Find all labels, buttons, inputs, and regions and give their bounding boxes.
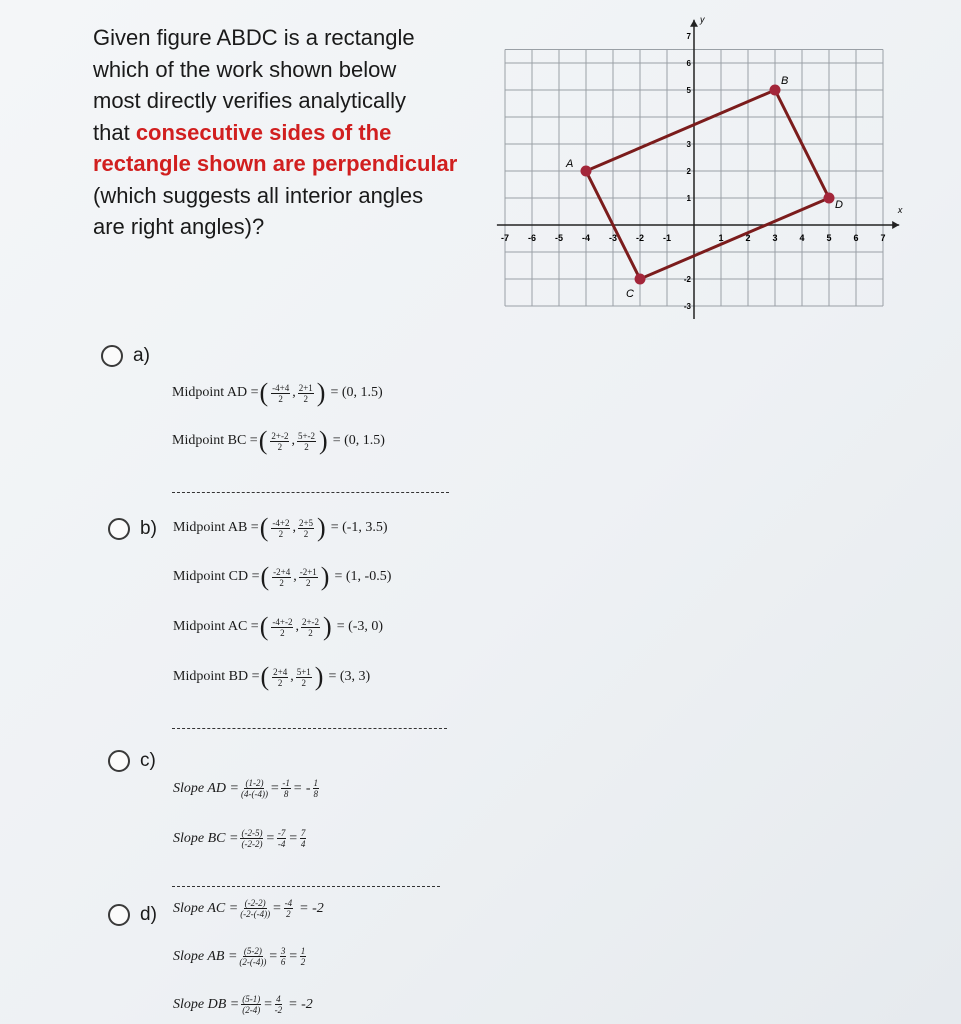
x-tick-label: -3	[608, 233, 618, 243]
work-line: Slope AB = $\frac{(5-2)}{(2-(-4))}$ = $\frac{3}{6}$ = $\frac{1}{2}$	[173, 946, 306, 967]
question-line-2: which of the work shown below	[93, 56, 397, 82]
x-tick-label: 5	[826, 233, 832, 243]
choice-c-letter: c)	[140, 750, 156, 771]
y-axis-label: y	[700, 14, 705, 25]
y-tick-label: 2	[686, 167, 691, 176]
vertex-label-d: D	[835, 199, 843, 211]
choice-b-letter: b)	[140, 518, 157, 539]
work-line: Midpoint AD = ( $\frac{-4+4}{2}$ , $\frac{2+1}{2}$ ) = (0, 1.5)	[172, 378, 383, 407]
separator	[172, 886, 440, 887]
x-axis-label: x	[897, 205, 903, 215]
x-axis-arrow	[892, 221, 899, 229]
choice-a-letter: a)	[133, 345, 150, 366]
question-line-3: most directly verifies analytically	[93, 88, 406, 113]
x-tick-label: -2	[635, 233, 645, 243]
work-line: Midpoint AC = ( $\frac{-4+-2}{2}$ , $\frac{2+-2}{2}$ ) = (-3, 0)	[173, 612, 384, 641]
separator	[172, 492, 449, 493]
radio-a[interactable]	[101, 345, 123, 367]
x-tick-label: -7	[500, 233, 510, 243]
radio-c[interactable]	[108, 750, 130, 772]
x-tick-label: 7	[880, 233, 886, 243]
vertex-label-c: C	[626, 288, 634, 300]
y-tick-label: 5	[686, 86, 691, 95]
question-line-4: that consecutive sides of the	[93, 119, 392, 145]
x-tick-label: 3	[772, 233, 778, 243]
work-line: Slope BC = $\frac{(-2-5)}{(-2-2)}$ = $\frac{-7}{-4}$ = $\frac{7}{4}$	[173, 828, 306, 849]
work-line: Midpoint BC = ( $\frac{2+-2}{2}$ , $\frac{5+-2}{2}$ ) = (0, 1.5)	[172, 426, 385, 455]
y-tick-label: 1	[686, 194, 691, 203]
radio-d[interactable]	[108, 904, 130, 926]
work-line: Slope DB = $\frac{(5-1)}{(2-4)}$ = $\frac{4}{-2}$ = -2	[173, 994, 313, 1015]
choice-a[interactable]	[101, 345, 150, 367]
vertex-label-a: A	[566, 158, 574, 170]
y-tick-label: 3	[686, 140, 691, 149]
choice-b[interactable]	[108, 518, 157, 540]
y-axis-arrow	[690, 20, 698, 27]
highlight-text-2: rectangle shown are perpendicular	[93, 151, 458, 176]
coordinate-graph	[496, 14, 916, 319]
work-line: Slope AD = $\frac{(1-2)}{(4-(-4))}$ = $\frac{-1}{8}$ = - $\frac{1}{8}$	[173, 778, 319, 799]
rectangle-abdc	[586, 90, 832, 279]
question-line-1: Given figure ABDC is a rectangle	[93, 25, 415, 50]
y-tick-label: 6	[686, 59, 691, 68]
vertex-a	[581, 166, 592, 177]
question-line-7: are right angles)?	[93, 214, 265, 239]
x-tick-label: 6	[853, 233, 859, 243]
question-line-6: (which suggests all interior angles	[93, 182, 424, 208]
vertex-b	[770, 85, 781, 96]
x-tick-label: -5	[554, 233, 564, 243]
highlight-text-1: consecutive sides of the	[135, 119, 392, 145]
question-prompt	[93, 22, 513, 243]
x-tick-label: 4	[799, 233, 805, 243]
y-tick-label: -3	[683, 302, 691, 311]
vertex-d	[824, 193, 835, 204]
work-line: Slope AC = $\frac{(-2-2)}{(-2-(-4))}$ = $\frac{-4}{2}$ = -2	[173, 898, 324, 919]
vertex-c	[635, 274, 646, 285]
work-line: Midpoint AB = ( $\frac{-4+2}{2}$ , $\frac{2+5}{2}$ ) = (-1, 3.5)	[173, 513, 388, 542]
work-line: Midpoint BD = ( $\frac{2+4}{2}$ , $\frac{5+1}{2}$ ) = (3, 3)	[173, 662, 371, 691]
x-tick-label: 2	[745, 233, 751, 243]
radio-b[interactable]	[108, 518, 130, 540]
choice-d-letter: d)	[140, 904, 157, 925]
y-tick-label: 7	[686, 32, 691, 41]
y-tick-label: -2	[683, 275, 691, 284]
x-tick-label: 1	[718, 233, 724, 243]
x-tick-label: -6	[527, 233, 537, 243]
choice-d[interactable]	[108, 904, 157, 926]
x-tick-label: -1	[662, 233, 672, 243]
x-tick-label: -4	[581, 233, 591, 243]
vertex-label-b: B	[781, 75, 789, 87]
work-line: Midpoint CD = ( $\frac{-2+4}{2}$ , $\frac{-2+1}{2}$ ) = (1, -0.5)	[173, 562, 392, 591]
separator	[172, 728, 447, 729]
choice-c[interactable]	[108, 750, 156, 772]
